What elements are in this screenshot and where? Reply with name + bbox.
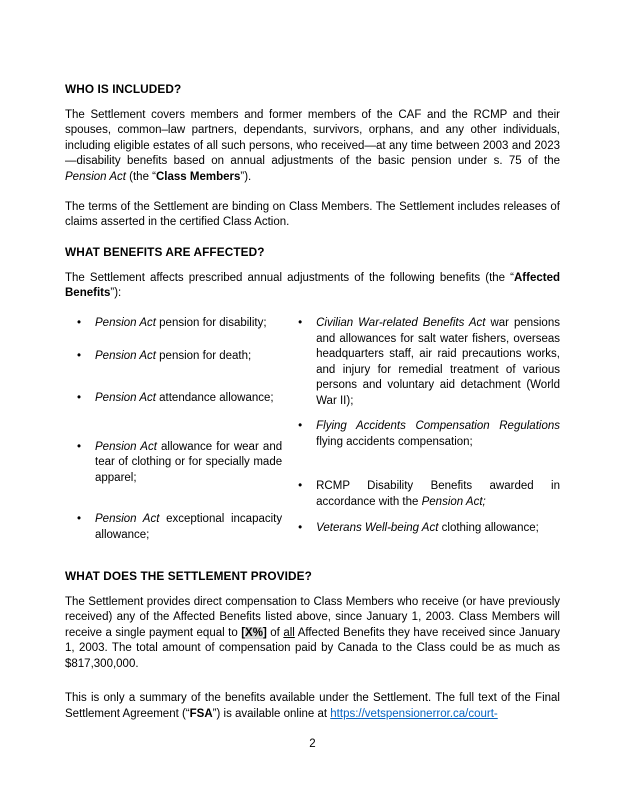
benefits-bullet-columns [75,316,560,569]
paragraph-settlement-binding [65,200,560,231]
text-segment: clothing allowance; [438,522,539,534]
paragraph-compensation-details [65,595,560,673]
heading-what-settlement-provides: WHAT DOES THE SETTLEMENT PROVIDE? [65,569,312,583]
text-segment: ] [262,626,267,639]
text-segment: The Settlement provides direct compensation to Class Members who receive (or have previously received) any of the Affected Benefits listed above, since January 1, 2003. Class Members will receive a single payment equal to [65,595,560,639]
paragraph-summary-fsa-link [65,691,560,722]
text-segment: Pension Act [95,440,157,453]
list-item [75,512,282,543]
text-segment: [ [241,626,246,639]
text-segment: Affected Benefits [65,271,560,299]
list-item [296,479,560,510]
text-segment: The Settlement affects prescribed annual adjustments of the following benefits (the “ [65,271,514,284]
text-segment: ”): [110,287,122,299]
text-segment: This is only a summary of the benefits available under the Settlement. The full text of the Final Settlement Agreement (“ [65,692,560,720]
text-segment: FSA [189,707,213,720]
text-segment: Pension Act [95,513,160,525]
text-segment: pension for disability; [155,317,267,329]
list-item [75,391,282,407]
text-segment: pension for death; [155,349,252,362]
heading-what-benefits-affected: WHAT BENEFITS ARE AFFECTED? [65,245,265,259]
text-segment: Pension Act; [421,495,486,508]
benefits-right-column [296,316,560,543]
text-segment: Pension Act [95,349,156,362]
text-segment: (the “ [125,170,156,183]
heading-who-is-included: WHO IS INCLUDED? [65,82,182,96]
page-number: 2 [309,737,316,750]
list-item [75,316,282,332]
list-item [75,349,282,365]
text-segment: ”) is available online at [212,707,331,720]
text-segment: The Settlement covers members and former members of the CAF and the RCMP and their spouses, common–law partners, dependants, survivors, orphans, and any other individuals, including eligible estates of all such persons, who received—at any time between 2003 and 2023—disability benefits based on annual adjustments of the basic pension under s. 75 of the [65,108,560,167]
text-segment: war pensions and allowances for salt water fishers, overseas headquarters staff, air raid precautions works, and injury for remedial treatment of various persons and voluntary aid detachment (World War II); [316,317,560,407]
text-segment: X% [245,626,263,639]
text-segment: all [283,626,295,639]
text-segment: Pension Act [65,170,126,183]
text-segment: of [266,626,284,639]
paragraph-settlement-coverage [65,108,560,186]
text-segment: ”). [240,170,252,183]
hyperlink[interactable]: https://vetspensionerror.ca/court- [330,707,498,720]
text-segment: Affected Benefits they have received since January 1, 2003. The total amount of compensation paid by Canada to the Class could be as much as $817,300,000. [65,626,560,670]
text-segment: Civilian War-related Benefits Act [316,317,486,329]
text-segment: Pension Act [95,317,156,329]
text-segment: Pension Act [95,392,156,404]
list-item [75,440,282,487]
list-item [296,316,560,409]
text-segment: flying accidents compensation; [316,435,473,448]
text-segment: RCMP Disability Benefits awarded in accordance with the [316,480,560,508]
paragraph-affected-benefits-intro [65,271,560,302]
text-segment: Class Members [156,170,241,183]
text-segment: allowance for wear and tear of clothing or for specially made apparel; [95,440,283,484]
text-segment: Flying Accidents Compensation Regulations [316,420,560,432]
text-segment: The terms of the Settlement are binding on Class Members. The Settlement includes releases of claims asserted in the certified Class Action. [65,200,560,228]
list-item [296,419,560,450]
text-segment: Veterans Well-being Act [316,522,439,534]
text-segment: exceptional incapacity allowance; [95,513,283,541]
benefits-left-column [75,316,282,543]
text-segment: attendance allowance; [155,392,274,404]
list-item [296,521,560,537]
